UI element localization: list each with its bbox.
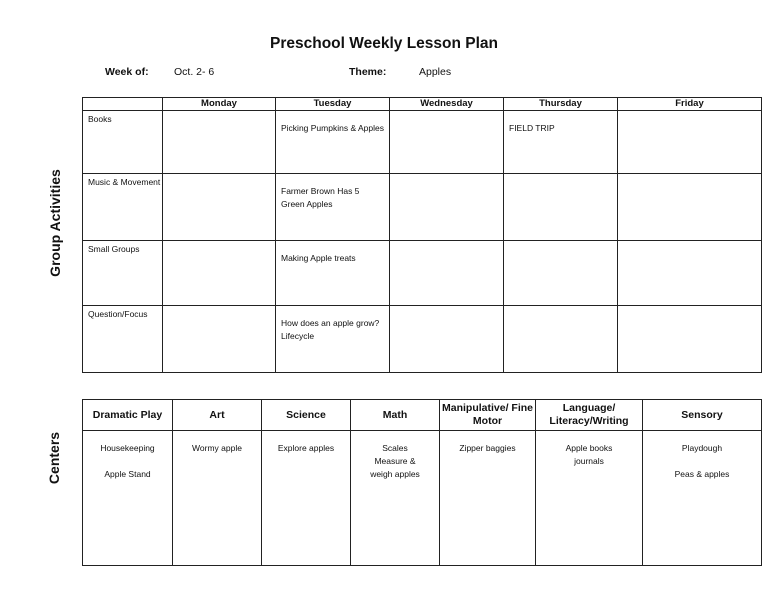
plan-cell-text (163, 174, 275, 185)
weekly-plan-table (82, 97, 762, 373)
day-header-monday: Monday (163, 98, 276, 111)
center-header: Sensory (643, 400, 762, 431)
plan-cell-text (618, 306, 761, 317)
plan-cell-text (504, 174, 617, 185)
plan-cell (390, 241, 504, 306)
center-cell (536, 431, 643, 566)
centers-activity-row (83, 431, 762, 566)
plan-cell (163, 306, 276, 373)
plan-cell (276, 306, 390, 373)
centers-label: Centers (46, 431, 62, 485)
row-label: Small Groups (83, 241, 163, 306)
plan-cell (390, 111, 504, 174)
row-label: Books (83, 111, 163, 174)
plan-cell-text: FIELD TRIP (509, 123, 555, 133)
center-activity-line: weigh apples (370, 469, 420, 479)
plan-cell (276, 111, 390, 174)
plan-cell-text (390, 241, 503, 252)
plan-cell (618, 111, 762, 174)
center-activity-line (83, 455, 172, 468)
day-header-wednesday: Wednesday (390, 98, 504, 111)
activity-row (83, 111, 762, 174)
plan-cell-text (504, 306, 617, 317)
centers-header-row (83, 400, 762, 431)
center-activity-line: Peas & apples (674, 469, 730, 479)
center-activity-line: Explore apples (277, 443, 335, 453)
plan-cell-text (618, 174, 761, 185)
day-header-row (83, 98, 762, 111)
plan-cell (504, 111, 618, 174)
plan-cell (163, 241, 276, 306)
center-cell (643, 431, 762, 566)
group-activities-label: Group Activities (47, 169, 63, 277)
center-header: Math (351, 400, 440, 431)
activity-row (83, 241, 762, 306)
plan-cell-text (618, 111, 761, 122)
plan-cell-text (390, 174, 503, 185)
plan-cell-text (163, 241, 275, 252)
center-activity-line: Scales (382, 443, 408, 453)
plan-cell (276, 241, 390, 306)
plan-cell-text: Picking Pumpkins & Apples (281, 123, 384, 133)
center-cell (262, 431, 351, 566)
plan-cell-text (390, 306, 503, 317)
row-label: Music & Movement (83, 174, 163, 241)
plan-cell (504, 174, 618, 241)
centers-table (82, 399, 762, 566)
plan-cell (504, 241, 618, 306)
activity-row (83, 306, 762, 373)
center-activity-line: Measure & (374, 456, 416, 466)
plan-cell (276, 174, 390, 241)
page-title: Preschool Weekly Lesson Plan (270, 35, 498, 52)
center-activity-line: journals (574, 456, 604, 466)
plan-cell (163, 111, 276, 174)
plan-cell (390, 306, 504, 373)
center-cell (83, 431, 173, 566)
plan-cell-text: How does an apple grow? Lifecycle (281, 318, 380, 341)
plan-cell (618, 306, 762, 373)
plan-cell (390, 174, 504, 241)
center-header: Dramatic Play (83, 400, 173, 431)
center-header: Science (262, 400, 351, 431)
center-activity-line: Housekeeping (100, 443, 155, 453)
plan-cell-text (504, 241, 617, 252)
center-header: Manipulative/ Fine Motor (440, 400, 536, 431)
plan-cell-text (163, 111, 275, 122)
center-activity-line: Playdough (681, 443, 723, 453)
center-activity-line: Wormy apple (192, 443, 242, 453)
day-header-tuesday: Tuesday (276, 98, 390, 111)
day-header-friday: Friday (618, 98, 762, 111)
week-label: Week of: (105, 66, 149, 78)
center-cell (440, 431, 536, 566)
center-activity-line: Apple books (565, 443, 613, 453)
center-cell (173, 431, 262, 566)
center-activity-line (643, 455, 761, 468)
corner-cell (83, 98, 163, 111)
plan-cell (618, 241, 762, 306)
center-cell (351, 431, 440, 566)
day-header-thursday: Thursday (504, 98, 618, 111)
plan-cell (163, 174, 276, 241)
center-activity-line: Apple Stand (104, 469, 151, 479)
center-activity-line: Zipper baggies (459, 443, 516, 453)
plan-cell-text: Making Apple treats (281, 253, 356, 263)
plan-cell-text (163, 306, 275, 317)
week-value: Oct. 2- 6 (174, 66, 215, 78)
plan-cell (618, 174, 762, 241)
plan-cell-text (618, 241, 761, 252)
activity-row (83, 174, 762, 241)
theme-value: Apples (419, 66, 452, 78)
row-label: Question/Focus (83, 306, 163, 373)
plan-cell-text (390, 111, 503, 122)
plan-cell (504, 306, 618, 373)
center-header: Language/ Literacy/Writing (536, 400, 643, 431)
plan-cell-text: Farmer Brown Has 5 Green Apples (281, 186, 360, 209)
center-header: Art (173, 400, 262, 431)
theme-label: Theme: (349, 66, 387, 78)
